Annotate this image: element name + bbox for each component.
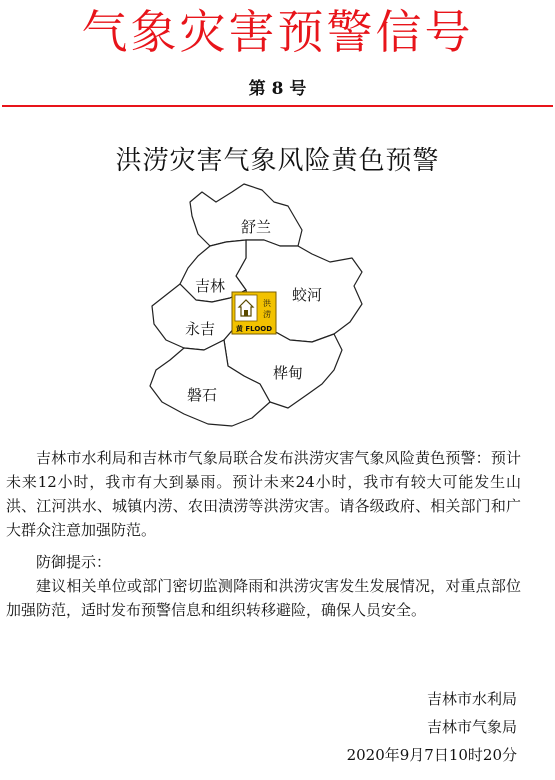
region-label-jiaohe: 蛟河 xyxy=(291,286,323,304)
warning-headline: 洪涝灾害气象风险黄色预警 xyxy=(115,146,440,176)
badge-char-2: 涝 xyxy=(263,310,271,319)
signoff-agency-water: 吉林市水利局 xyxy=(426,690,517,708)
defense-tips-label: 防御提示： xyxy=(36,553,112,571)
body-paragraph-1: 吉林市水利局和吉林市气象局联合发布洪涝灾害气象风险黄色预警：预计未来12小时，我市有大到暴雨。预计未来24小时，我市有较大可能发生山洪、江河洪水、城镇内涝、农田渍涝等洪涝灾害。请各级政府、相关部门和广大群众注意加强防范。 xyxy=(6,449,521,539)
issue-number: 第 8 号 xyxy=(248,79,307,99)
red-divider xyxy=(2,105,553,107)
region-label-yongji: 永吉 xyxy=(184,320,216,338)
masthead-title: 气象灾害预警信号 xyxy=(81,5,474,59)
region-shulan xyxy=(190,184,302,246)
region-map xyxy=(140,180,380,430)
badge-char-1: 洪 xyxy=(263,299,271,308)
badge-caption: 黄 FLOOD xyxy=(235,325,273,333)
signoff-agency-weather: 吉林市气象局 xyxy=(426,718,517,736)
warning-body xyxy=(6,446,521,622)
signoff-date: 2020年9月7日10时20分 xyxy=(346,746,517,764)
flood-warning-badge xyxy=(232,292,276,334)
region-label-shulan: 舒兰 xyxy=(240,218,272,236)
region-label-huadian: 桦甸 xyxy=(272,364,304,382)
region-label-panshi: 磐石 xyxy=(186,386,218,404)
region-label-jilin: 吉林 xyxy=(194,277,226,295)
body-paragraph-2: 建议相关单位或部门密切监测降雨和洪涝灾害发生发展情况，对重点部位加强防范，适时发布预警信息和组织转移避险，确保人员安全。 xyxy=(6,577,521,619)
